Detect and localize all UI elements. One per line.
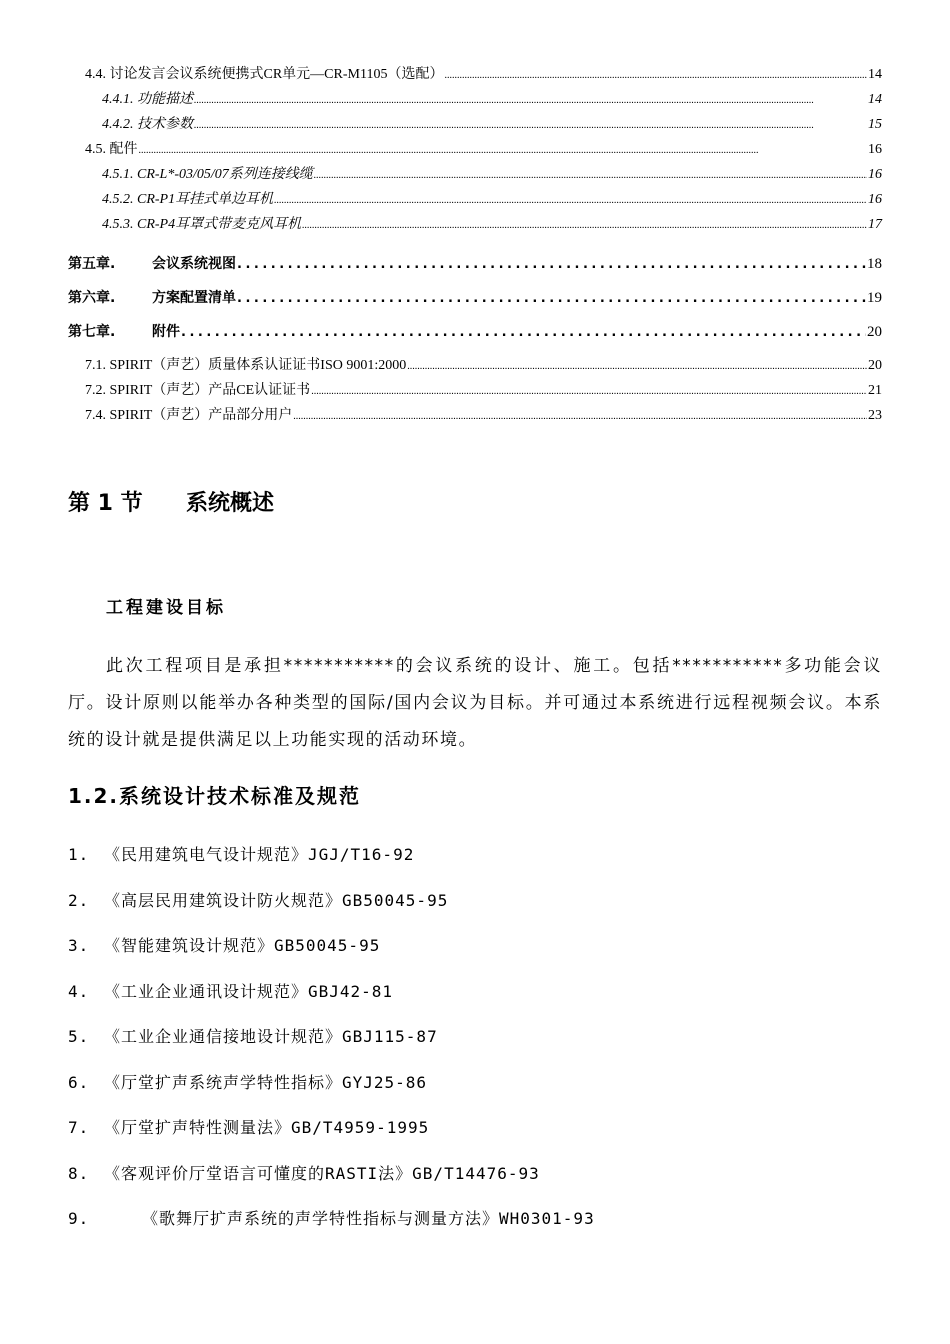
list-item-number: 6.: [68, 1072, 90, 1092]
list-item-text: 《智能建筑设计规范》GB50045-95: [104, 936, 381, 955]
toc-entry[interactable]: [68, 64, 882, 89]
section-title: 系统概述: [186, 491, 275, 516]
list-item-text: 《厅堂扩声特性测量法》GB/T4959-1995: [104, 1118, 430, 1137]
toc-entry[interactable]: [68, 139, 882, 164]
toc-entry-number: 7.2.: [85, 383, 106, 398]
list-item: [68, 975, 882, 1021]
table-of-contents: [68, 64, 882, 430]
toc-entry[interactable]: [68, 380, 882, 405]
toc-entry-number: 4.4.1.: [102, 92, 134, 107]
list-item-text: 《工业企业通讯设计规范》GBJ42-81: [104, 981, 394, 1001]
toc-entry-title: SPIRIT（声艺）质量体系认证证书ISO 9001:2000: [109, 358, 407, 373]
toc-leader: [237, 248, 866, 282]
toc-page-number: 16: [868, 142, 882, 157]
toc-entry-title: 技术参数: [137, 117, 193, 132]
list-item-number: 9.: [68, 1209, 90, 1228]
toc-entry-number: 4.5.2.: [102, 192, 134, 207]
section-number: 第 1 节: [68, 491, 143, 516]
toc-leader: [139, 140, 868, 162]
toc-chapter-title: 会议系统视图: [152, 256, 236, 272]
list-item-text: 《工业企业通信接地设计规范》GBJ115-87: [104, 1027, 438, 1046]
list-item-number: 2.: [68, 890, 90, 910]
toc-chapter-entry[interactable]: [68, 315, 882, 349]
list-item-number: 5.: [68, 1027, 90, 1046]
list-item: [68, 838, 882, 884]
toc-entry-number: 4.5.3.: [102, 217, 134, 232]
section-heading: [68, 486, 274, 517]
toc-leader: [194, 90, 867, 112]
list-item-number: 1.: [68, 845, 90, 864]
toc-chapter-number: 第六章.: [68, 290, 116, 306]
list-item: [68, 1066, 882, 1112]
toc-chapter-number: 第五章.: [68, 256, 116, 272]
list-item-text: 《客观评价厅堂语言可懂度的RASTI法》GB/T14476-93: [104, 1163, 540, 1183]
toc-entry-title: SPIRIT（声艺）产品部分用户: [109, 408, 293, 423]
toc-entry-number: 4.4.: [85, 67, 106, 82]
list-item-number: 7.: [68, 1118, 90, 1137]
list-item: [68, 1202, 882, 1248]
toc-page-number: 20: [867, 324, 882, 340]
list-item-number: 8.: [68, 1163, 90, 1183]
toc-leader: [181, 316, 866, 350]
list-item: [68, 884, 882, 930]
toc-leader: [274, 190, 867, 212]
toc-page-number: 18: [867, 256, 882, 272]
list-item-text: 《厅堂扩声系统声学特性指标》GYJ25-86: [104, 1072, 428, 1092]
toc-page-number: 14: [868, 67, 882, 82]
toc-entry[interactable]: [68, 89, 882, 114]
toc-entry[interactable]: [68, 164, 882, 189]
toc-page-number: 19: [867, 290, 882, 306]
toc-entry-title: SPIRIT（声艺）产品CE认证证书: [109, 383, 311, 398]
list-item: [68, 1111, 882, 1157]
toc-entry[interactable]: [68, 214, 882, 239]
toc-entry-number: 4.4.2.: [102, 117, 134, 132]
list-item: [68, 1020, 882, 1066]
toc-leader: [194, 115, 867, 137]
toc-page-number: 21: [868, 383, 882, 398]
toc-entry-title: CR-P1耳挂式单边耳机: [137, 192, 274, 207]
toc-entry-number: 7.1.: [85, 358, 106, 373]
toc-leader: [311, 381, 867, 403]
body-paragraph: 此次工程项目是承担***********的会议系统的设计、施工。包括***********多功能会议厅。设计原则以能举办各种类型的国际/国内会议为目标。并可通过本系统进行远程视频会议。本系统的设计就是提供满足以上功能实现的活动环境。: [68, 656, 882, 750]
toc-entry-title: 功能描述: [137, 92, 193, 107]
toc-chapter-entry[interactable]: [68, 281, 882, 315]
list-item-number: 3.: [68, 936, 90, 955]
toc-entry[interactable]: [68, 355, 882, 380]
toc-leader: [407, 356, 867, 378]
toc-leader: [302, 215, 867, 237]
toc-entry[interactable]: [68, 114, 882, 139]
subsection-heading-standards: 1.2.系统设计技术标准及规范: [68, 784, 362, 808]
toc-page-number: 20: [868, 358, 882, 373]
subsection-heading-goals: 工程建设目标: [106, 598, 226, 618]
list-item-text: 《歌舞厅扩声系统的声学特性指标与测量方法》WH0301-93: [142, 1209, 595, 1228]
toc-leader: [314, 165, 867, 187]
toc-chapter-number: 第七章.: [68, 324, 116, 340]
toc-entry-title: 讨论发言会议系统便携式CR单元—CR-M1105（选配）: [109, 67, 444, 82]
toc-entry-number: 4.5.1.: [102, 167, 134, 182]
toc-entry-number: 7.4.: [85, 408, 106, 423]
toc-page-number: 16: [868, 167, 882, 182]
toc-leader: [444, 65, 867, 87]
toc-page-number: 15: [868, 117, 882, 132]
toc-chapter-title: 方案配置清单: [152, 290, 236, 306]
toc-leader: [237, 282, 866, 316]
toc-chapter-entry[interactable]: [68, 247, 882, 281]
toc-entry-title: 配件: [109, 142, 138, 157]
toc-entry[interactable]: [68, 189, 882, 214]
list-item-number: 4.: [68, 981, 90, 1001]
toc-entry-title: CR-L*-03/05/07系列连接线缆: [137, 167, 313, 182]
toc-page-number: 16: [868, 192, 882, 207]
toc-page-number: 17: [868, 217, 882, 232]
list-item: [68, 929, 882, 975]
toc-page-number: 23: [868, 408, 882, 423]
toc-chapter-title: 附件: [152, 324, 180, 340]
toc-page-number: 14: [868, 92, 882, 107]
toc-entry-number: 4.5.: [85, 142, 106, 157]
list-item-text: 《高层民用建筑设计防火规范》GB50045-95: [104, 890, 449, 910]
list-item: [68, 1157, 882, 1203]
toc-entry[interactable]: [68, 405, 882, 430]
toc-leader: [293, 406, 867, 428]
standards-list: [68, 838, 882, 1248]
toc-entry-title: CR-P4耳罩式带麦克风耳机: [137, 217, 302, 232]
list-item-text: 《民用建筑电气设计规范》JGJ/T16-92: [104, 845, 415, 864]
